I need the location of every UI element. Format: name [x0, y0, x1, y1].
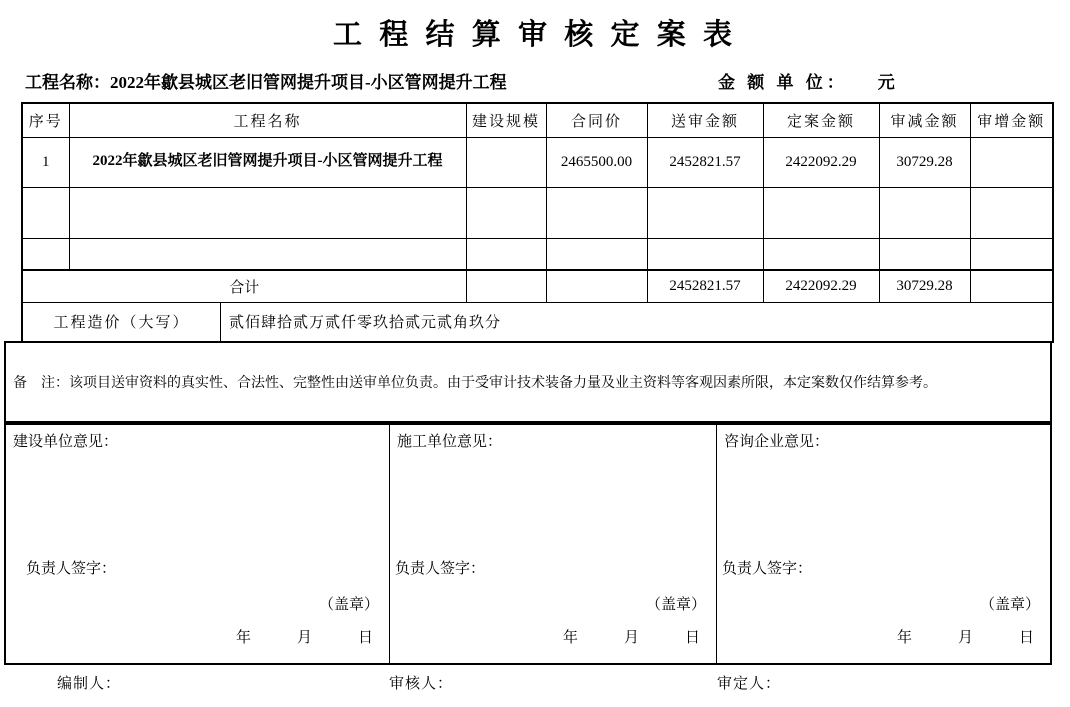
- table-header-row: [22, 103, 1053, 137]
- header-submitted-amount: 送审金额: [647, 103, 763, 137]
- header-seq: 序号: [22, 103, 69, 137]
- reviewer-label: 审核人：: [389, 676, 454, 692]
- page-title: 工 程 结 算 审 核 定 案 表: [332, 19, 737, 51]
- total-label: 合计: [22, 270, 466, 302]
- contractor-opinion-panel: [390, 425, 717, 663]
- cell-scale: [466, 137, 546, 187]
- table-row: [22, 137, 1053, 187]
- contractor-opinion-label: 施工单位意见：: [397, 434, 503, 450]
- cell-project-name: [69, 238, 466, 270]
- cell-reduced-amount: [879, 238, 970, 270]
- total-final-amount: 2422092.29: [763, 270, 879, 302]
- project-name-line: [25, 68, 507, 93]
- consultant-opinion-label: 咨询企业意见：: [724, 434, 830, 450]
- seal-label: （盖章）: [318, 597, 379, 613]
- remark-text: 备 注：该项目送审资料的真实性、合法性、完整性由送审单位负责。由于受审计技术装备力量及业主资料等客观因素所限，本定案数仅作结算参考。: [13, 376, 937, 391]
- cell-reduced-amount: 30729.28: [879, 137, 970, 187]
- project-name-value: 2022年歙县城区老旧管网提升项目-小区管网提升工程: [110, 73, 507, 92]
- month-label: 月: [623, 630, 639, 646]
- consultant-opinion-panel: [717, 425, 1050, 663]
- signature-label: 负责人签字：: [722, 561, 813, 577]
- cell-project-name: [69, 187, 466, 238]
- cell-submitted-amount: 2452821.57: [647, 137, 763, 187]
- project-name-label: 工程名称：: [25, 73, 110, 92]
- amount-unit-value: 元: [877, 73, 899, 92]
- cell-scale: [466, 187, 546, 238]
- approver-label: 审定人：: [717, 676, 782, 692]
- amount-unit-line: [718, 68, 899, 93]
- opinions-section: [4, 423, 1052, 665]
- month-label: 月: [957, 630, 973, 646]
- date-line: [563, 626, 700, 647]
- date-line: [897, 626, 1034, 647]
- cost-in-words-label: 工程造价（大写）: [23, 303, 221, 341]
- table-row: [22, 187, 1053, 238]
- cell-seq: [22, 238, 69, 270]
- amount-unit-label: 金 额 单 位：: [718, 73, 848, 92]
- day-label: 日: [1018, 630, 1034, 646]
- total-contract-price: [546, 270, 647, 302]
- cell-seq: [22, 187, 69, 238]
- year-label: 年: [562, 630, 578, 646]
- header-increased-amount: 审增金额: [970, 103, 1053, 137]
- cell-increased-amount: [970, 137, 1053, 187]
- total-submitted-amount: 2452821.57: [647, 270, 763, 302]
- total-increased-amount: [970, 270, 1053, 302]
- year-label: 年: [896, 630, 912, 646]
- cell-increased-amount: [970, 238, 1053, 270]
- cell-final-amount: [763, 187, 879, 238]
- remark-box: [4, 341, 1052, 423]
- day-label: 日: [684, 630, 700, 646]
- header-contract-price: 合同价: [546, 103, 647, 137]
- cost-in-words-value: 贰佰肆拾贰万贰仟零玖拾贰元贰角玖分: [229, 315, 502, 331]
- total-scale: [466, 270, 546, 302]
- seal-label: （盖章）: [645, 597, 706, 613]
- month-label: 月: [296, 630, 312, 646]
- owner-opinion-panel: [6, 425, 390, 663]
- owner-opinion-label: 建设单位意见：: [13, 434, 119, 450]
- preparer-label: 编制人：: [57, 676, 122, 692]
- cell-reduced-amount: [879, 187, 970, 238]
- year-label: 年: [235, 630, 251, 646]
- cost-in-words-row: [22, 302, 1053, 342]
- cell-final-amount: 2422092.29: [763, 137, 879, 187]
- cell-seq: 1: [22, 137, 69, 187]
- signature-label: 负责人签字：: [395, 561, 486, 577]
- cell-project-name: 2022年歙县城区老旧管网提升项目-小区管网提升工程: [69, 137, 466, 187]
- header-reduced-amount: 审减金额: [879, 103, 970, 137]
- signature-label: 负责人签字：: [26, 561, 117, 577]
- settlement-table: [21, 102, 1054, 343]
- seal-label: （盖章）: [979, 597, 1040, 613]
- cell-scale: [466, 238, 546, 270]
- header-project-name: 工程名称: [69, 103, 466, 137]
- cell-final-amount: [763, 238, 879, 270]
- header-scale: 建设规模: [466, 103, 546, 137]
- date-line: [236, 626, 373, 647]
- total-reduced-amount: 30729.28: [879, 270, 970, 302]
- header-final-amount: 定案金额: [763, 103, 879, 137]
- day-label: 日: [357, 630, 373, 646]
- meta-line: [0, 68, 1070, 94]
- cell-contract-price: [546, 238, 647, 270]
- cell-contract-price: [546, 187, 647, 238]
- cell-increased-amount: [970, 187, 1053, 238]
- total-row: [22, 270, 1053, 302]
- cell-submitted-amount: [647, 238, 763, 270]
- cell-contract-price: 2465500.00: [546, 137, 647, 187]
- footer-line: [0, 672, 1070, 694]
- cell-submitted-amount: [647, 187, 763, 238]
- table-row: [22, 238, 1053, 270]
